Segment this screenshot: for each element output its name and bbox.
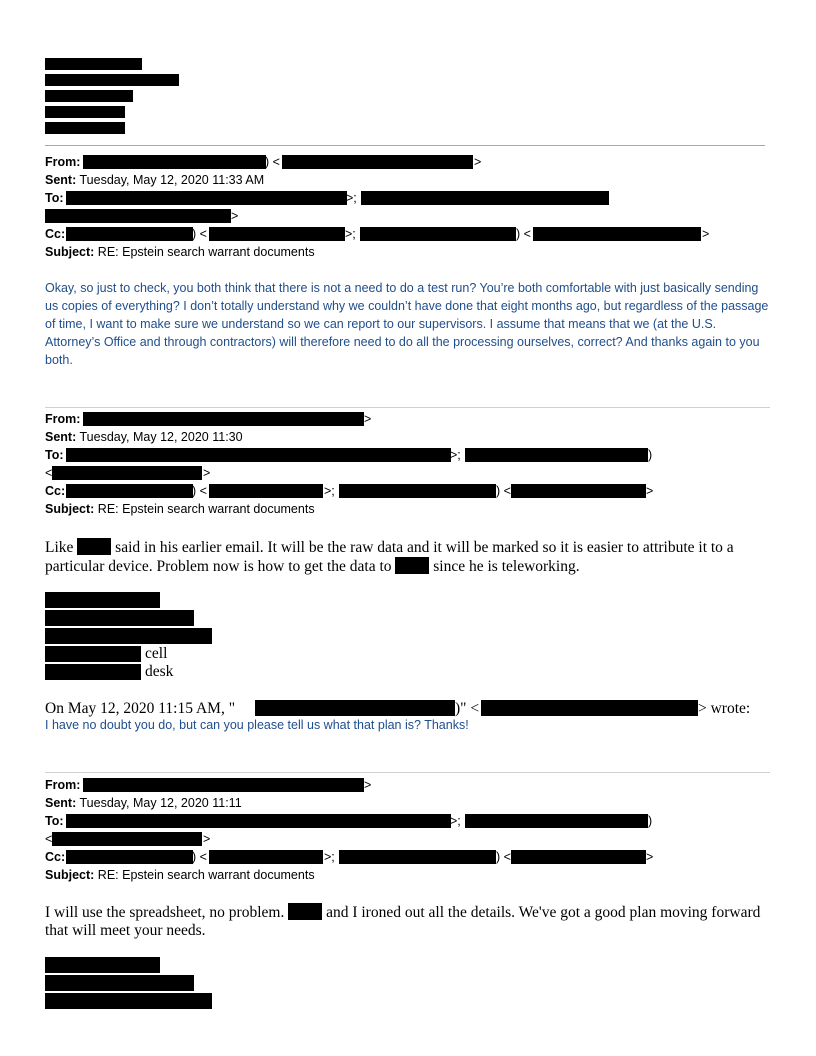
redaction-block [339,850,496,864]
sent-label: Sent: [45,796,77,810]
email3-from-line [45,776,80,794]
sent-value: Tuesday, May 12, 2020 11:30 [79,430,243,444]
redaction-block [288,903,322,920]
quote-intro: On May 12, 2020 11:15 AM, " [45,700,236,717]
separator-rule [45,145,765,146]
redaction-block [52,832,202,846]
to-label: To: [45,814,64,828]
redaction-block [465,448,648,462]
cc-label: Cc: [45,484,66,498]
redaction-block [45,122,125,134]
punct: ) < [192,227,207,241]
punct: >; [324,484,335,498]
email2-sent-line [45,428,243,446]
punct: > [702,227,710,241]
redaction-block [209,850,323,864]
body-text: said in his earlier email. It will be the raw data and it will be marked so it is easier to attribute it to a particular device. Problem now is how to get the data to [45,539,734,575]
sent-label: Sent: [45,173,77,187]
redaction-block [45,610,194,626]
redaction-block [45,74,179,86]
email1-sent-line [45,171,264,189]
redaction-block [360,227,516,241]
redaction-block [481,700,698,716]
redaction-block [511,850,646,864]
redaction-block [45,975,194,991]
punct: > [646,484,654,498]
body-text: Like [45,539,74,556]
redaction-block [361,191,609,205]
subject-label: Subject: [45,502,95,516]
body-text: I will use the spreadsheet, no problem. [45,904,285,921]
punct: > [364,778,372,792]
redaction-block [255,700,455,716]
punct: > [474,155,482,169]
redaction-block [209,227,345,241]
punct: ) [648,448,653,462]
punct: > [646,850,654,864]
email2-from-line [45,410,80,428]
separator-rule [45,772,770,773]
punct: >; [324,850,335,864]
email1-from-line [45,153,80,171]
redaction-block [45,664,141,680]
cc-label: Cc: [45,850,66,864]
redaction-block [45,209,231,223]
body-text: and I ironed out all the details. We've got a good plan moving forward that will meet your needs. [45,904,761,939]
subject-value: RE: Epstein search warrant documents [97,245,315,259]
redaction-block [66,191,347,205]
subject-label: Subject: [45,868,95,882]
body-text: since he is teleworking. [433,558,580,575]
email1-subject-line [45,243,315,261]
punct: >; [450,814,461,828]
punct: > [231,209,239,223]
redaction-block [45,90,133,102]
redaction-block [66,484,193,498]
redaction-block [45,957,160,973]
sent-value: Tuesday, May 12, 2020 11:33 AM [79,173,265,187]
signature-cell-label: cell [145,645,168,662]
redaction-block [533,227,701,241]
redaction-block [45,592,160,608]
redaction-block [339,484,496,498]
from-label: From: [45,412,81,426]
email1-to-line [45,189,64,207]
redaction-block [511,484,646,498]
from-label: From: [45,155,81,169]
email3-to-line [45,812,64,830]
punct: ) < [496,484,511,498]
to-label: To: [45,448,64,462]
redaction-block [45,646,141,662]
punct: ) [648,814,653,828]
redaction-block [465,814,648,828]
redaction-block [45,58,142,70]
redaction-block [66,227,193,241]
subject-value: RE: Epstein search warrant documents [97,502,315,516]
punct: ) < [192,850,207,864]
redaction-block [83,778,364,792]
punct: >; [345,227,356,241]
punct: > [203,466,211,480]
email1-body: Okay, so just to check, you both think that there is not a need to do a test run? You’re both comfortable with just basically sending us copies of everything? I don’t totally understand why we couldn’t have done that eight months ago, but regardless of the passage of time, I want to make sure we understand so we can report to our supervisors. I assume that means that we (at the U.S. Attorney’s Office and through contractors) will therefore need to do all the processing ourselves, correct? And thanks again to you both. [45,281,769,367]
punct: > wrote: [698,700,751,717]
sent-value: Tuesday, May 12, 2020 11:11 [79,796,242,810]
redaction-block [66,814,451,828]
subject-value: RE: Epstein search warrant documents [97,868,315,882]
email2-subject-line [45,500,315,518]
to-label: To: [45,191,64,205]
redaction-block [395,557,429,574]
redaction-block [45,993,212,1009]
email3-sent-line [45,794,242,812]
punct: >; [450,448,461,462]
subject-label: Subject: [45,245,95,259]
quoted-reply: I have no doubt you do, but can you please tell us what that plan is? Thanks! [45,718,469,732]
sent-label: Sent: [45,430,77,444]
punct: ) < [516,227,531,241]
punct: > [364,412,372,426]
signature-desk-label: desk [145,663,174,680]
redaction-block [45,106,125,118]
punct: < [45,832,53,846]
email3-body [45,903,775,940]
email2-cc-line [45,482,65,500]
redaction-block [66,850,193,864]
redaction-block [209,484,323,498]
punct: > [203,832,211,846]
punct: ) < [496,850,511,864]
email2-to-line [45,446,64,464]
punct: ) < [265,155,280,169]
email1-cc-line [45,225,65,243]
punct: )" < [455,700,480,717]
redaction-block [52,466,202,480]
punct: < [45,466,53,480]
separator-rule [45,407,770,408]
email3-cc-line [45,848,65,866]
punct: ) < [192,484,207,498]
redaction-block [77,538,111,555]
email3-subject-line [45,866,315,884]
redaction-block [83,412,364,426]
cc-label: Cc: [45,227,66,241]
redaction-block [66,448,451,462]
punct: >; [346,191,357,205]
redaction-block [45,628,212,644]
from-label: From: [45,778,81,792]
redaction-block [282,155,473,169]
redaction-block [83,155,266,169]
email2-body [45,538,775,576]
